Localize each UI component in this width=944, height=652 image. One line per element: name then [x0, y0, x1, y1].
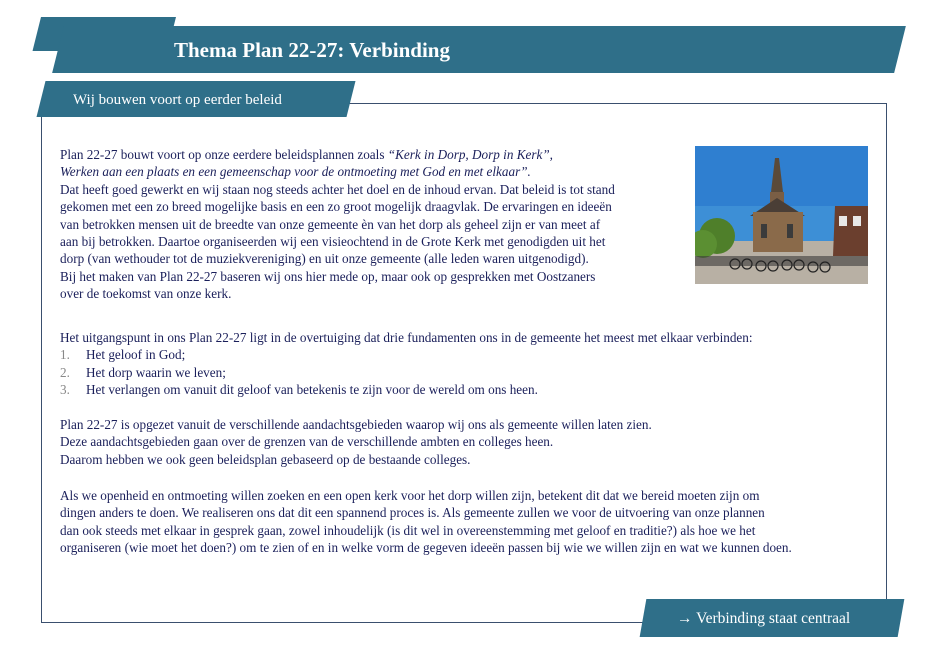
- intro-line: van betrokken mensen uit de breedte van onze gemeente èn van het dorp als geheel zijn er van meet af: [60, 216, 601, 232]
- openness-line: dan ook steeds met elkaar in gesprek gaan, zowel inhoudelijk (is dit wel in overeenstemming met geloof en traditie?) als hoe we het: [60, 522, 756, 538]
- openness-line: Als we openheid en ontmoeting willen zoeken en een open kerk voor het dorp willen zijn, betekent dit dat we bereid moeten zijn om: [60, 488, 760, 503]
- list-number: 3.: [60, 382, 70, 398]
- focus-line: Deze aandachtsgebieden gaan over de grenzen van de verschillende ambten en colleges heen.: [60, 434, 554, 450]
- intro-lead: Plan 22-27 bouwt voort op onze eerdere beleidsplannen zoals: [60, 147, 385, 162]
- list-text: Het verlangen om vanuit dit geloof van betekenis te zijn voor de wereld om ons heen.: [86, 382, 538, 398]
- page-title: Thema Plan 22-27: Verbinding: [174, 38, 450, 62]
- focus-paragraph: [60, 416, 860, 468]
- focus-line: Plan 22-27 is opgezet vanuit de verschillende aandachtsgebieden waarop wij ons als gemeente willen laten zien.: [60, 417, 652, 432]
- intro-line: over de toekomst van onze kerk.: [60, 286, 232, 302]
- foundations-lead: Het uitgangspunt in ons Plan 22-27 ligt in de overtuiging dat drie fundamenten ons in de gemeente het meest met elkaar verbinden:: [60, 330, 753, 345]
- intro-line: gekomen met een zo breed mogelijke basis en een zo groot mogelijk draagvlak. De ervaringen en ideeën: [60, 199, 612, 215]
- openness-line: organiseren (wie moet het doen?) om te zien of en in welke vorm de gegeven ideeën passen bij wie we willen zijn en wat we kunnen doen.: [60, 540, 792, 556]
- foundations-list: [60, 346, 860, 398]
- intro-paragraph: [60, 146, 680, 303]
- list-item: [60, 364, 860, 381]
- list-text: Het dorp waarin we leven;: [86, 364, 226, 380]
- list-item: [60, 346, 860, 363]
- list-text: Het geloof in God;: [86, 347, 186, 363]
- list-number: 1.: [60, 347, 70, 363]
- openness-line: dingen anders te doen. We realiseren ons dat dit een spannend proces is. Als gemeente zullen we voor de uitvoering van onze plannen: [60, 505, 765, 521]
- list-item: [60, 381, 860, 398]
- foundations-section: [60, 329, 860, 399]
- section-title: Wij bouwen voort op eerder beleid: [73, 92, 282, 108]
- intro-quote-1: “Kerk in Dorp, Dorp in Kerk”,: [387, 147, 553, 162]
- verbinding-link-label[interactable]: → Verbinding staat centraal: [677, 610, 851, 627]
- openness-paragraph: [60, 487, 880, 557]
- list-number: 2.: [60, 364, 70, 380]
- intro-quote-2: Werken aan een plaats en een gemeenschap voor de ontmoeting met God en met elkaar”.: [60, 164, 531, 180]
- intro-line: Bij het maken van Plan 22-27 baseren wij ons hier mede op, maar ook op gesprekken met Oostzaners: [60, 268, 596, 284]
- intro-line: dorp (van wethouder tot de muziekvereniging) en uit onze gemeente (alle leden waren uitgenodigd).: [60, 251, 589, 267]
- intro-line: aan bij betrokken. Daartoe organiseerden wij een visieochtend in de Grote Kerk met genodigden uit het: [60, 234, 606, 250]
- focus-line: Daarom hebben we ook geen beleidsplan gebaseerd op de bestaande colleges.: [60, 451, 471, 467]
- church-photo: [695, 146, 868, 284]
- intro-line: Dat heeft goed gewerkt en wij staan nog steeds achter het doel en de inhoud ervan. Dat beleid is tot stand: [60, 181, 615, 197]
